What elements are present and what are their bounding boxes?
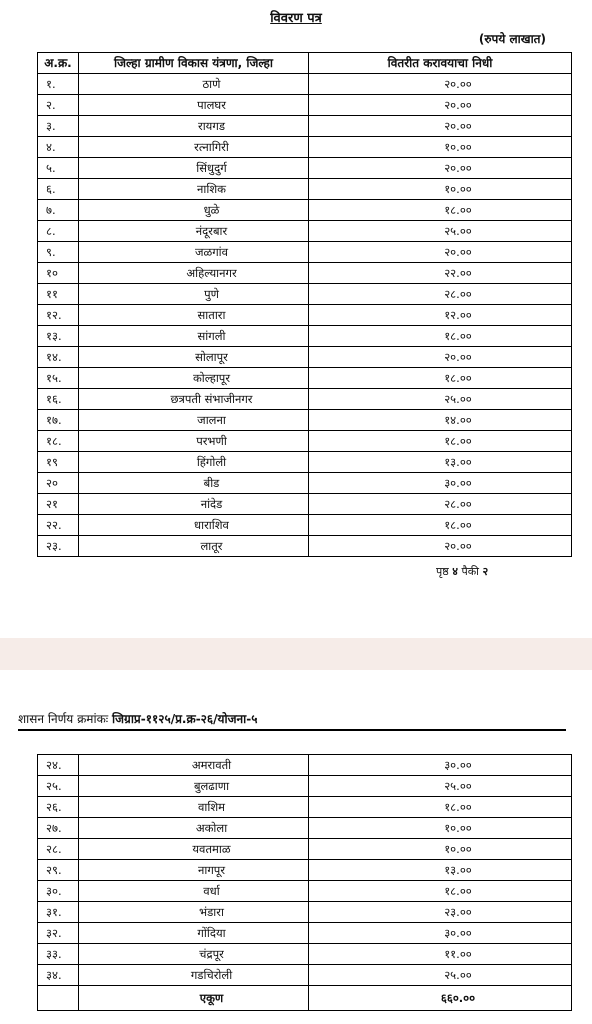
district-cell: वर्धा bbox=[79, 881, 309, 902]
amount-cell: २०.०० bbox=[309, 347, 572, 368]
table-row bbox=[38, 515, 572, 536]
amount-cell: २०.०० bbox=[309, 536, 572, 557]
serial-cell: ५. bbox=[38, 158, 79, 179]
table-row bbox=[38, 536, 572, 557]
gr-number-line bbox=[18, 710, 258, 727]
table-row bbox=[38, 923, 572, 944]
serial-cell: १४. bbox=[38, 347, 79, 368]
district-cell: धाराशिव bbox=[79, 515, 309, 536]
header-amount: वितरीत करावयाचा निधी bbox=[309, 53, 572, 74]
district-cell: अकोला bbox=[79, 818, 309, 839]
amount-cell: २०.०० bbox=[309, 242, 572, 263]
amount-cell: १०.०० bbox=[309, 818, 572, 839]
district-cell: गोंदिया bbox=[79, 923, 309, 944]
total-row bbox=[38, 986, 572, 1011]
table-row bbox=[38, 263, 572, 284]
amount-cell: २८.०० bbox=[309, 284, 572, 305]
district-cell: हिंगोली bbox=[79, 452, 309, 473]
serial-cell: २८. bbox=[38, 839, 79, 860]
serial-cell: २३. bbox=[38, 536, 79, 557]
table-row bbox=[38, 839, 572, 860]
table-row bbox=[38, 452, 572, 473]
serial-cell: १६. bbox=[38, 389, 79, 410]
district-cell: अमरावती bbox=[79, 755, 309, 776]
table-row bbox=[38, 881, 572, 902]
district-cell: सांगली bbox=[79, 326, 309, 347]
serial-cell: १२. bbox=[38, 305, 79, 326]
page-footer: पृष्ठ ४ पैकी २ bbox=[436, 565, 489, 578]
district-cell: छत्रपती संभाजीनगर bbox=[79, 389, 309, 410]
amount-cell: २५.०० bbox=[309, 965, 572, 986]
table-row bbox=[38, 137, 572, 158]
serial-cell: ३४. bbox=[38, 965, 79, 986]
table-row bbox=[38, 284, 572, 305]
amount-cell: २०.०० bbox=[309, 74, 572, 95]
serial-cell: ३१. bbox=[38, 902, 79, 923]
table-row bbox=[38, 116, 572, 137]
table-row bbox=[38, 776, 572, 797]
serial-cell: २१ bbox=[38, 494, 79, 515]
amount-cell: २२.०० bbox=[309, 263, 572, 284]
serial-cell: ३. bbox=[38, 116, 79, 137]
serial-cell: ३३. bbox=[38, 944, 79, 965]
serial-cell: ३२. bbox=[38, 923, 79, 944]
serial-cell: ८. bbox=[38, 221, 79, 242]
table-row bbox=[38, 305, 572, 326]
amount-cell: २५.०० bbox=[309, 221, 572, 242]
table-row bbox=[38, 347, 572, 368]
table-row bbox=[38, 200, 572, 221]
district-cell: अहिल्यानगर bbox=[79, 263, 309, 284]
serial-cell: ९. bbox=[38, 242, 79, 263]
table-row bbox=[38, 368, 572, 389]
serial-cell: २६. bbox=[38, 797, 79, 818]
unit-note: (रुपये लाखात) bbox=[478, 32, 546, 46]
district-cell: सोलापूर bbox=[79, 347, 309, 368]
district-cell: रायगड bbox=[79, 116, 309, 137]
serial-cell: २७. bbox=[38, 818, 79, 839]
district-cell: बीड bbox=[79, 473, 309, 494]
serial-cell: २९. bbox=[38, 860, 79, 881]
table-row bbox=[38, 818, 572, 839]
table-row bbox=[38, 494, 572, 515]
amount-cell: २३.०० bbox=[309, 902, 572, 923]
serial-cell: १९ bbox=[38, 452, 79, 473]
allocation-table-part-1 bbox=[37, 52, 572, 557]
table-row bbox=[38, 860, 572, 881]
table-row bbox=[38, 221, 572, 242]
serial-cell: १७. bbox=[38, 410, 79, 431]
district-cell: जळगांव bbox=[79, 242, 309, 263]
district-cell: धुळे bbox=[79, 200, 309, 221]
serial-cell: २२. bbox=[38, 515, 79, 536]
table-row bbox=[38, 944, 572, 965]
serial-cell: ७. bbox=[38, 200, 79, 221]
table-row bbox=[38, 797, 572, 818]
district-cell: वाशिम bbox=[79, 797, 309, 818]
allocation-table-part-2 bbox=[37, 754, 572, 1011]
district-cell: जालना bbox=[79, 410, 309, 431]
table-row bbox=[38, 326, 572, 347]
amount-cell: १८.०० bbox=[309, 797, 572, 818]
district-cell: बुलढाणा bbox=[79, 776, 309, 797]
amount-cell: १०.०० bbox=[309, 839, 572, 860]
amount-cell: २५.०० bbox=[309, 389, 572, 410]
table-row bbox=[38, 965, 572, 986]
table-row bbox=[38, 410, 572, 431]
district-cell: पुणे bbox=[79, 284, 309, 305]
amount-cell: २५.०० bbox=[309, 776, 572, 797]
serial-cell: १. bbox=[38, 74, 79, 95]
district-cell: नागपूर bbox=[79, 860, 309, 881]
district-cell: गडचिरोली bbox=[79, 965, 309, 986]
district-cell: भंडारा bbox=[79, 902, 309, 923]
total-label: एकूण bbox=[79, 986, 309, 1011]
amount-cell: १३.०० bbox=[309, 452, 572, 473]
amount-cell: २०.०० bbox=[309, 95, 572, 116]
table-row bbox=[38, 473, 572, 494]
page-title: विवरण पत्र bbox=[270, 11, 322, 26]
amount-cell: १८.०० bbox=[309, 200, 572, 221]
district-cell: नंदूरबार bbox=[79, 221, 309, 242]
amount-cell: १४.०० bbox=[309, 410, 572, 431]
amount-cell: ३०.०० bbox=[309, 755, 572, 776]
serial-cell: २० bbox=[38, 473, 79, 494]
district-cell: रत्नागिरी bbox=[79, 137, 309, 158]
total-serial-cell bbox=[38, 986, 79, 1011]
table-row bbox=[38, 902, 572, 923]
amount-cell: १८.०० bbox=[309, 326, 572, 347]
district-cell: नांदेड bbox=[79, 494, 309, 515]
district-cell: सिंधुदुर्ग bbox=[79, 158, 309, 179]
table-row bbox=[38, 158, 572, 179]
total-amount: ६६०.०० bbox=[309, 986, 572, 1011]
district-cell: चंद्रपूर bbox=[79, 944, 309, 965]
gr-label: शासन निर्णय क्रमांकः bbox=[18, 712, 109, 726]
serial-cell: ६. bbox=[38, 179, 79, 200]
amount-cell: १०.०० bbox=[309, 137, 572, 158]
serial-cell: २. bbox=[38, 95, 79, 116]
page-2 bbox=[0, 670, 592, 1024]
header-serial: अ.क्र. bbox=[38, 53, 79, 74]
amount-cell: १८.०० bbox=[309, 431, 572, 452]
header-rule bbox=[18, 729, 566, 731]
amount-cell: ११.०० bbox=[309, 944, 572, 965]
amount-cell: २८.०० bbox=[309, 494, 572, 515]
serial-cell: २४. bbox=[38, 755, 79, 776]
table-row bbox=[38, 242, 572, 263]
amount-cell: १८.०० bbox=[309, 515, 572, 536]
serial-cell: १८. bbox=[38, 431, 79, 452]
table-row bbox=[38, 431, 572, 452]
amount-cell: १८.०० bbox=[309, 881, 572, 902]
serial-cell: २५. bbox=[38, 776, 79, 797]
district-cell: नाशिक bbox=[79, 179, 309, 200]
amount-cell: २०.०० bbox=[309, 158, 572, 179]
district-cell: पालघर bbox=[79, 95, 309, 116]
page-separator bbox=[0, 638, 592, 670]
table-row bbox=[38, 389, 572, 410]
header-district: जिल्हा ग्रामीण विकास यंत्रणा, जिल्हा bbox=[79, 53, 309, 74]
district-cell: सातारा bbox=[79, 305, 309, 326]
serial-cell: ३०. bbox=[38, 881, 79, 902]
amount-cell: १३.०० bbox=[309, 860, 572, 881]
gr-number: जिग्राप्र-११२५/प्र.क्र-२६/योजना-५ bbox=[112, 712, 258, 726]
table-row bbox=[38, 755, 572, 776]
district-cell: कोल्हापूर bbox=[79, 368, 309, 389]
amount-cell: ३०.०० bbox=[309, 923, 572, 944]
table-row bbox=[38, 95, 572, 116]
serial-cell: ४. bbox=[38, 137, 79, 158]
table-row bbox=[38, 179, 572, 200]
district-cell: यवतमाळ bbox=[79, 839, 309, 860]
amount-cell: ३०.०० bbox=[309, 473, 572, 494]
district-cell: परभणी bbox=[79, 431, 309, 452]
table-header-row bbox=[38, 53, 572, 74]
amount-cell: २०.०० bbox=[309, 116, 572, 137]
serial-cell: १३. bbox=[38, 326, 79, 347]
amount-cell: १२.०० bbox=[309, 305, 572, 326]
district-cell: लातूर bbox=[79, 536, 309, 557]
serial-cell: १० bbox=[38, 263, 79, 284]
amount-cell: १८.०० bbox=[309, 368, 572, 389]
table-row bbox=[38, 74, 572, 95]
serial-cell: ११ bbox=[38, 284, 79, 305]
amount-cell: १०.०० bbox=[309, 179, 572, 200]
district-cell: ठाणे bbox=[79, 74, 309, 95]
serial-cell: १५. bbox=[38, 368, 79, 389]
